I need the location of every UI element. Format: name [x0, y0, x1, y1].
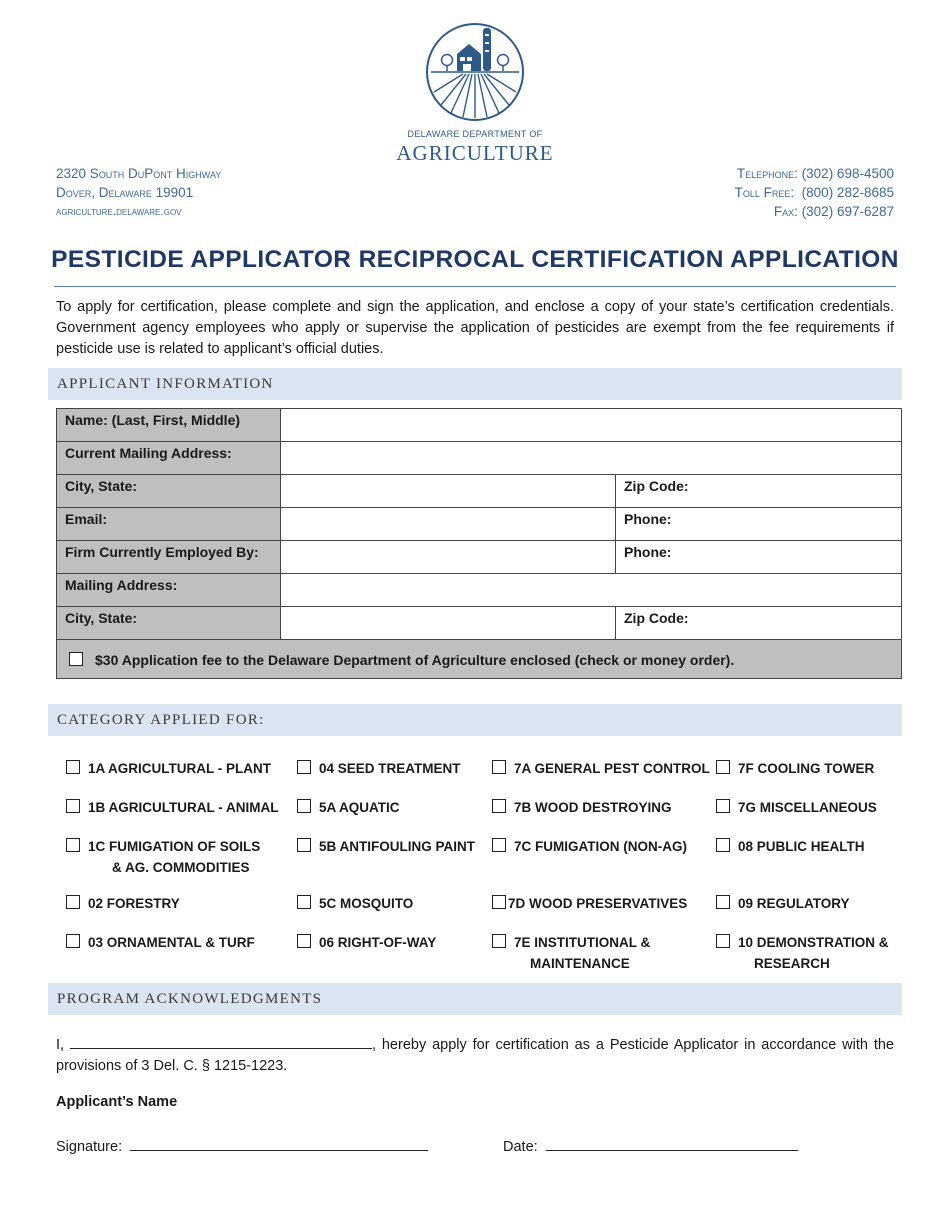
page-title: PESTICIDE APPLICATOR RECIPROCAL CERTIFICATION APPLICATION — [51, 246, 899, 273]
contact-block — [735, 164, 894, 221]
fee-row — [57, 640, 902, 679]
checkbox[interactable] — [66, 895, 80, 909]
category-option[interactable]: 7B WOOD DESTROYING — [492, 797, 672, 818]
category-option[interactable]: 1C FUMIGATION OF SOILS & AG. COMMODITIES — [66, 836, 260, 878]
checkbox[interactable] — [66, 760, 80, 774]
checkbox[interactable] — [716, 838, 730, 852]
date-line[interactable] — [546, 1136, 798, 1151]
checkbox[interactable] — [492, 895, 506, 909]
city-address: Dover, Delaware 19901 — [56, 185, 194, 200]
checkbox[interactable] — [716, 799, 730, 813]
category-option[interactable]: 5C MOSQUITO — [297, 893, 413, 914]
address-block — [56, 164, 221, 221]
category-option[interactable]: 7F COOLING TOWER — [716, 758, 874, 779]
category-option[interactable]: 7A GENERAL PEST CONTROL — [492, 758, 710, 779]
checkbox[interactable] — [297, 895, 311, 909]
phone-field[interactable]: Phone: — [616, 508, 902, 541]
category-option[interactable]: 02 FORESTRY — [66, 893, 180, 914]
table-row — [57, 607, 902, 640]
fee-checkbox[interactable] — [69, 652, 83, 666]
category-option[interactable]: 7G MISCELLANEOUS — [716, 797, 877, 818]
category-option[interactable]: 7D WOOD PRESERVATIVES — [492, 893, 687, 914]
firm-zip-code-field[interactable]: Zip Code: — [616, 607, 902, 640]
applicant-name-line[interactable] — [70, 1034, 372, 1049]
firm-phone-field[interactable]: Phone: — [616, 541, 902, 574]
category-option[interactable]: 09 REGULATORY — [716, 893, 850, 914]
category-option[interactable]: 06 RIGHT-OF-WAY — [297, 932, 436, 953]
fax: Fax: (302) 697-6287 — [773, 204, 894, 219]
checkbox[interactable] — [297, 934, 311, 948]
category-option[interactable]: 1B AGRICULTURAL - ANIMAL — [66, 797, 278, 818]
checkbox[interactable] — [297, 799, 311, 813]
category-option[interactable]: 10 DEMONSTRATION & RESEARCH — [716, 932, 889, 974]
category-option[interactable]: 7C FUMIGATION (NON-AG) — [492, 836, 687, 857]
checkbox[interactable] — [492, 760, 506, 774]
checkbox[interactable] — [716, 934, 730, 948]
zip-code-field[interactable]: Zip Code: — [616, 475, 902, 508]
department-name: AGRICULTURE — [396, 141, 554, 165]
category-section-header: CATEGORY APPLIED FOR: — [48, 704, 902, 736]
street-address: 2320 South DuPont Highway — [56, 166, 222, 181]
city-state-field[interactable] — [281, 475, 616, 508]
name-field[interactable] — [281, 409, 902, 442]
checkbox[interactable] — [297, 838, 311, 852]
category-option[interactable]: 04 SEED TREATMENT — [297, 758, 461, 779]
firm-field[interactable] — [281, 541, 616, 574]
category-option[interactable]: 08 PUBLIC HEALTH — [716, 836, 865, 857]
title-divider — [54, 286, 896, 287]
checkbox[interactable] — [492, 838, 506, 852]
fee-label: $30 Application fee to the Delaware Department of Agriculture enclosed (check or money order). — [95, 652, 735, 668]
firm-mailing-address-label: Mailing Address: — [57, 574, 281, 607]
toll-free: Toll Free: (800) 282-8685 — [734, 185, 894, 200]
category-option[interactable]: 1A AGRICULTURAL - PLANT — [66, 758, 271, 779]
category-option[interactable]: 5B ANTIFOULING PAINT — [297, 836, 475, 857]
checkbox[interactable] — [66, 934, 80, 948]
checkbox[interactable] — [66, 799, 80, 813]
applicant-section-header: APPLICANT INFORMATION — [48, 368, 902, 400]
category-option[interactable]: 03 ORNAMENTAL & TURF — [66, 932, 255, 953]
date-row — [503, 1136, 798, 1155]
email-field[interactable] — [281, 508, 616, 541]
firm-city-state-field[interactable] — [281, 607, 616, 640]
signature-line[interactable] — [130, 1136, 428, 1151]
table-row — [57, 574, 902, 607]
city-state-label: City, State: — [57, 475, 281, 508]
agriculture-seal-icon — [425, 22, 525, 122]
website-link[interactable]: agriculture.delaware.gov — [56, 204, 182, 218]
email-label: Email: — [57, 508, 281, 541]
applicant-table — [56, 408, 902, 679]
signature-row — [56, 1136, 428, 1155]
firm-label: Firm Currently Employed By: — [57, 541, 281, 574]
date-label: Date: — [503, 1139, 538, 1155]
category-option[interactable]: 5A AQUATIC — [297, 797, 400, 818]
mailing-address-label: Current Mailing Address: — [57, 442, 281, 475]
acknowledgment-text: I, , hereby apply for certification as a Pesticide Applicator in accordance with the provisions of 3 Del. C. § 1215-1223. — [56, 1034, 894, 1077]
table-row — [57, 409, 902, 442]
acknowledgments-section-header: PROGRAM ACKNOWLEDGMENTS — [48, 983, 902, 1015]
checkbox[interactable] — [66, 838, 80, 852]
firm-city-state-label: City, State: — [57, 607, 281, 640]
checkbox[interactable] — [492, 934, 506, 948]
table-row — [57, 475, 902, 508]
checkbox[interactable] — [492, 799, 506, 813]
intro-text: To apply for certification, please complete and sign the application, and enclose a copy of your state’s certification credentials. Government agency employees who apply or supervise the application of pesticides are exempt from the fee requirements if pesticide use is related to applicant’s official duties. — [56, 299, 894, 357]
table-row — [57, 508, 902, 541]
table-row — [57, 541, 902, 574]
category-option[interactable]: 7E INSTITUTIONAL & MAINTENANCE — [492, 932, 650, 974]
telephone: Telephone: (302) 698-4500 — [736, 166, 894, 181]
department-subtitle: DELAWARE DEPARTMENT OF — [407, 129, 543, 139]
mailing-address-field[interactable] — [281, 442, 902, 475]
table-row — [57, 640, 902, 679]
name-label: Name: (Last, First, Middle) — [57, 409, 281, 442]
checkbox[interactable] — [716, 760, 730, 774]
signature-label: Signature: — [56, 1139, 123, 1155]
firm-mailing-address-field[interactable] — [281, 574, 902, 607]
checkbox[interactable] — [716, 895, 730, 909]
checkbox[interactable] — [297, 760, 311, 774]
table-row — [57, 442, 902, 475]
applicant-name-label: Applicant’s Name — [56, 1094, 178, 1110]
